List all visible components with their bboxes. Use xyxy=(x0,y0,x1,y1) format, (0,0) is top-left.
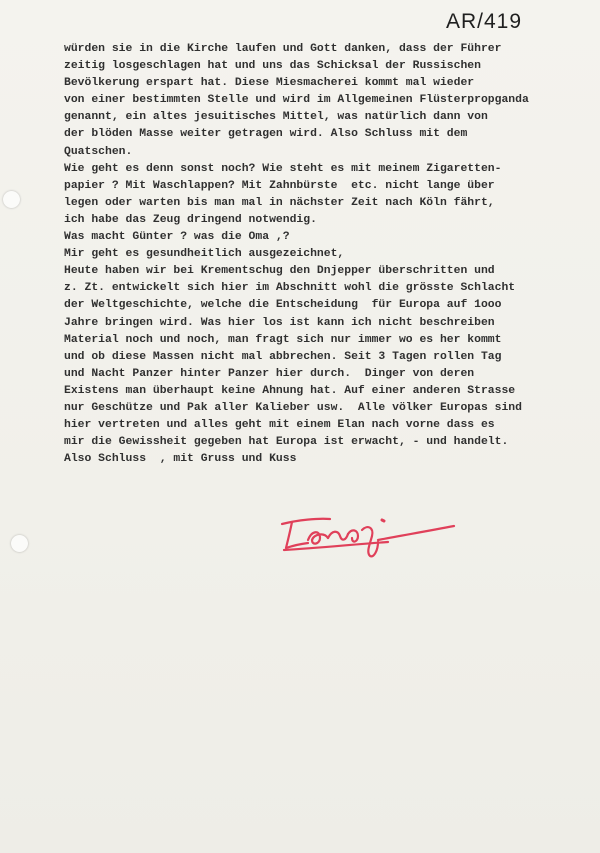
punch-hole-bottom xyxy=(11,535,28,552)
text-line: papier ? Mit Waschlappen? Mit Zahnbürste etc. nicht lange über xyxy=(64,179,495,192)
text-line: der Weltgeschichte, welche die Entscheidung für Europa auf 1ooo xyxy=(64,299,502,312)
text-line: z. Zt. entwickelt sich hier im Abschnitt wohl die grösste Schlacht xyxy=(64,282,516,295)
text-line: und ob diese Massen nicht mal abbrechen. Seit 3 Tagen rollen Tag xyxy=(64,350,502,363)
text-line: Also Schluss , mit Gruss und Kuss xyxy=(64,453,297,466)
text-line: legen oder warten bis man mal in nächster Zeit nach Köln fährt, xyxy=(64,196,495,209)
text-line: und Nacht Panzer hinter Panzer hier durch. Dinger von deren xyxy=(64,367,475,380)
text-line: Bevölkerung erspart hat. Diese Miesmacherei kommt mal wieder xyxy=(64,77,475,90)
handwritten-signature xyxy=(278,510,458,560)
text-line: ich habe das Zeug dringend notwendig. xyxy=(64,213,317,226)
letter-body xyxy=(64,41,584,468)
text-line: hier vertreten und alles geht mit einem Elan nach vorne dass es xyxy=(64,419,495,432)
text-line: der blöden Masse weiter getragen wird. Also Schluss mit dem xyxy=(64,128,468,141)
text-line: nur Geschütze und Pak aller Kalieber usw. Alle völker Europas sind xyxy=(64,401,522,414)
text-line: würden sie in die Kirche laufen und Gott danken, dass der Führer xyxy=(64,43,502,55)
text-line: Jahre bringen wird. Was hier los ist kann ich nicht beschreiben xyxy=(64,316,495,329)
text-line: Mir geht es gesundheitlich ausgezeichnet, xyxy=(64,248,345,261)
text-line: Heute haben wir bei Krementschug den Dnjepper überschritten und xyxy=(64,265,495,278)
archive-reference: AR/419 xyxy=(446,10,523,33)
text-line: Material noch und noch, man fragt sich nur immer wo es her kommt xyxy=(64,333,502,346)
punch-hole-top xyxy=(3,191,20,208)
text-line: zeitig losgeschlagen hat und uns das Schicksal der Russischen xyxy=(64,60,481,73)
text-line: mir die Gewissheit gegeben hat Europa ist erwacht, - und handelt. xyxy=(64,436,509,449)
text-line: Was macht Günter ? was die Oma ,? xyxy=(64,231,290,244)
text-line: Quatschen. xyxy=(64,145,133,158)
text-line: Existens man überhaupt keine Ahnung hat. Auf einer anderen Strasse xyxy=(64,384,516,397)
text-line: Wie geht es denn sonst noch? Wie steht es mit meinem Zigaretten- xyxy=(64,162,502,175)
text-line: genannt, ein altes jesuitisches Mittel, was natürlich dann von xyxy=(64,111,488,124)
text-line: von einer bestimmten Stelle und wird im Allgemeinen Flüsterpropganda xyxy=(64,94,529,107)
